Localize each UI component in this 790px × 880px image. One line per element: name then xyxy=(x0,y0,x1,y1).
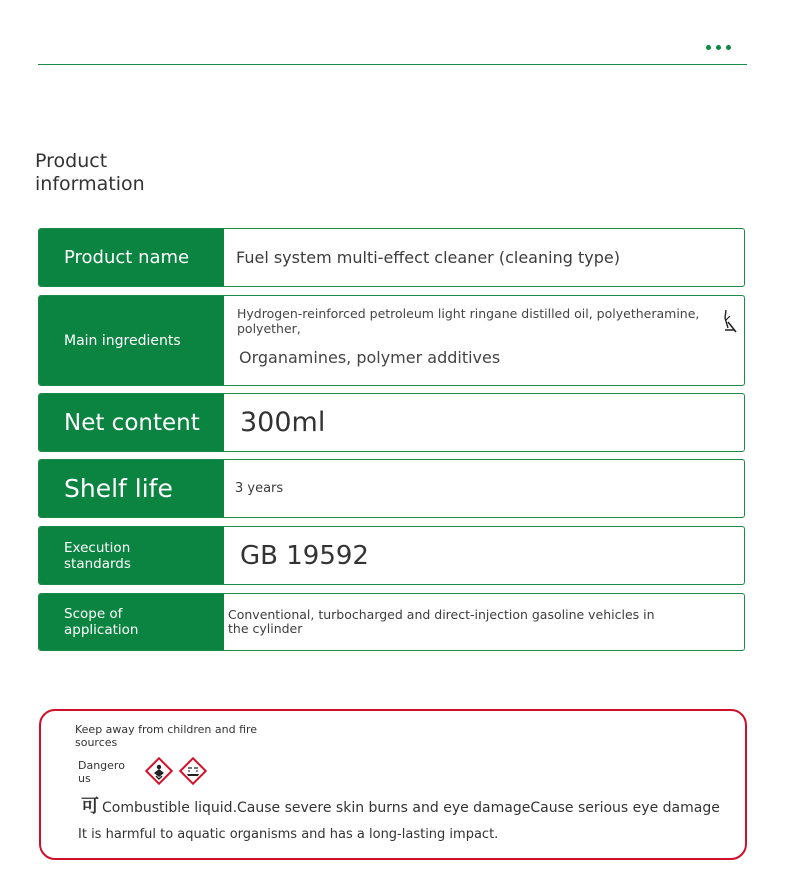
row-value: GB 19592 xyxy=(240,540,369,571)
info-row-execution-standards xyxy=(38,526,745,585)
corrosive-icon xyxy=(179,757,207,785)
keep-away-text: Keep away from children and fire sources xyxy=(75,723,258,749)
signal-word: Dangero us xyxy=(78,759,125,785)
dot xyxy=(706,45,711,50)
section-title: Product information xyxy=(35,150,145,195)
cursor-icon xyxy=(722,308,738,334)
more-dots-icon[interactable] xyxy=(706,45,742,53)
row-label: Shelf life xyxy=(39,460,224,517)
row-value: 300ml xyxy=(240,407,326,438)
hazard-statement-1 xyxy=(81,797,720,818)
ingredients-line-2: Organamines, polymer additives xyxy=(239,348,501,367)
header-divider xyxy=(38,64,747,65)
scope-text: Conventional, turbocharged and direct-injection gasoline vehicles in the cylinder xyxy=(228,607,655,636)
info-row-net-content xyxy=(38,393,745,452)
info-row-shelf-life xyxy=(38,459,745,518)
row-label: Product name xyxy=(39,229,224,286)
row-value xyxy=(224,594,744,650)
row-label: Scope of application xyxy=(39,594,224,650)
row-value: Fuel system multi-effect cleaner (cleaning type) xyxy=(236,248,620,267)
hazard-statement-1-text: Combustible liquid.Cause severe skin burns and eye damageCause serious eye damage xyxy=(102,800,720,816)
row-label: Net content xyxy=(39,394,224,451)
row-label: Main ingredients xyxy=(39,296,224,385)
row-label: Execution standards xyxy=(39,527,224,584)
row-value: 3 years xyxy=(235,481,284,496)
health-hazard-icon xyxy=(145,757,173,785)
info-row-main-ingredients xyxy=(38,295,745,386)
hazard-statement-2: It is harmful to aquatic organisms and has a long-lasting impact. xyxy=(78,827,499,842)
dot xyxy=(726,45,731,50)
dot xyxy=(716,45,721,50)
info-row-scope-of-application xyxy=(38,593,745,651)
warning-glyph: 可 xyxy=(81,796,99,817)
warning-box xyxy=(39,709,747,860)
row-value xyxy=(224,296,744,385)
ingredients-line-1: Hydrogen-reinforced petroleum light ringane distilled oil, polyetheramine, polyether, xyxy=(237,306,700,336)
info-row-product-name xyxy=(38,228,745,287)
